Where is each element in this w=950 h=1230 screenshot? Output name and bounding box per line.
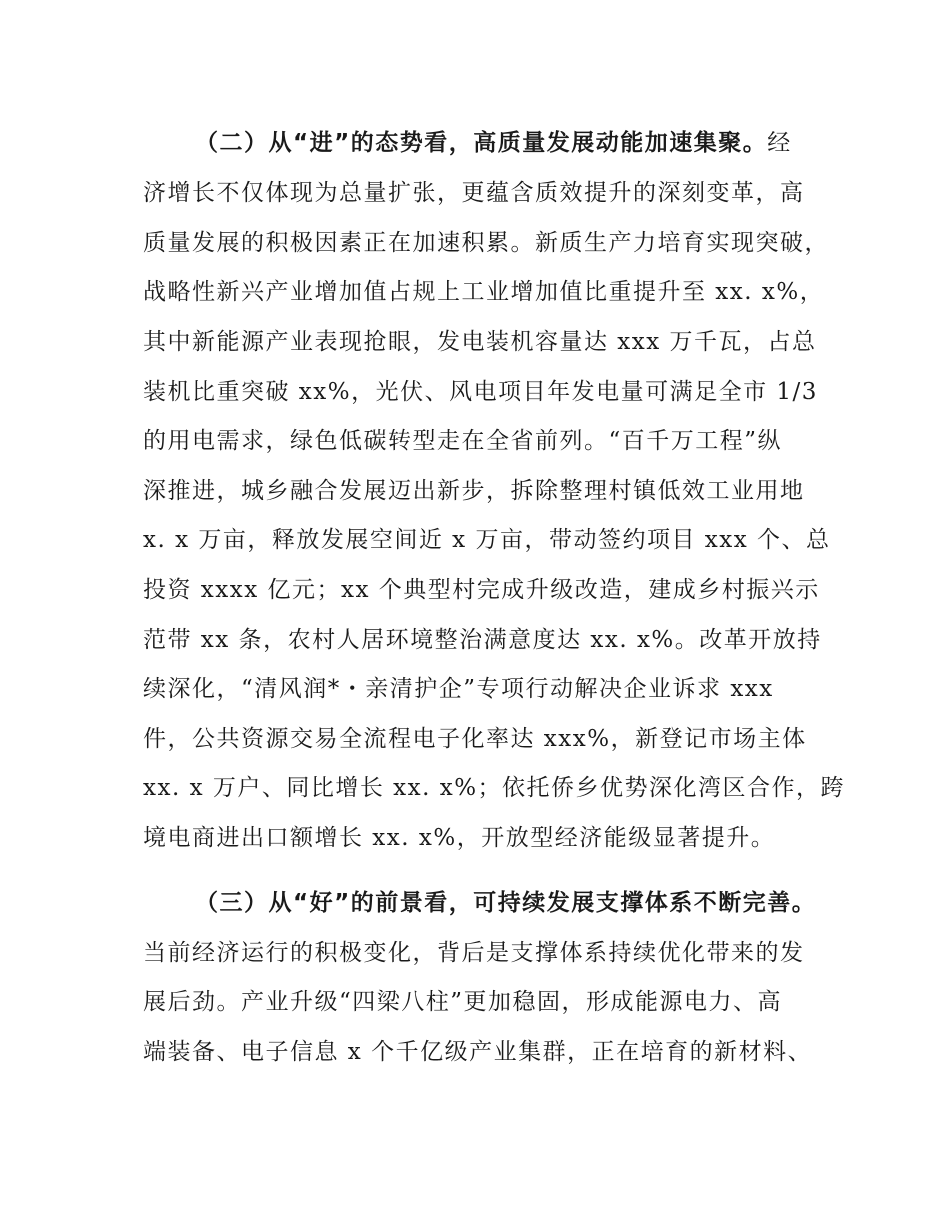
section-2-line-14: xx. x 万户、同比增长 xx. x%；依托侨乡优势深化湾区合作，跨 bbox=[143, 775, 846, 801]
section-3-line-3: 展后劲。产业升级“四梁八柱”更加稳固，形成能源电力、高 bbox=[143, 989, 783, 1015]
section-2-line-7: 的用电需求，绿色低碳转型走在全省前列。“百千万工程”纵 bbox=[143, 428, 783, 454]
section-2-line-1-rest: 经 bbox=[767, 130, 792, 156]
section-3-line-4: 端装备、电子信息 x 个千亿级产业集群，正在培育的新材料、 bbox=[143, 1039, 813, 1065]
section-2-line-12: 续深化，“清风润*・亲清护企”专项行动解决企业诉求 xxx bbox=[143, 676, 774, 702]
section-2-line-10: 投资 xxxx 亿元；xx 个典型村完成升级改造，建成乡村振兴示 bbox=[143, 577, 820, 603]
section-2-line-1 bbox=[195, 128, 792, 158]
section-3-line-1 bbox=[195, 888, 816, 918]
section-2-line-4: 战略性新兴产业增加值占规上工业增加值比重提升至 xx. x%， bbox=[143, 279, 825, 305]
section-2-line-8: 深推进，城乡融合发展迈出新步，拆除整理村镇低效工业用地 bbox=[143, 478, 805, 504]
section-2-line-9: x. x 万亩，释放发展空间近 x 万亩，带动签约项目 xxx 个、总 bbox=[143, 527, 831, 553]
section-2-line-15: 境电商进出口额增长 xx. x%，开放型经济能级显著提升。 bbox=[143, 825, 776, 851]
section-2-line-3: 质量发展的积极因素正在加速积累。新质生产力培育实现突破， bbox=[143, 230, 829, 256]
section-2-line-6: 装机比重突破 xx%，光伏、风电项目年发电量可满足全市 1/3 bbox=[143, 379, 818, 405]
section-2-line-2: 济增长不仅体现为总量扩张，更蕴含质效提升的深刻变革，高 bbox=[143, 180, 805, 206]
section-2-line-5: 其中新能源产业表现抢眼，发电装机容量达 xxx 万千瓦，占总 bbox=[143, 329, 817, 355]
section-2-line-11: 范带 xx 条，农村人居环境整治满意度达 xx. x%。改革开放持 bbox=[143, 627, 822, 653]
section-2-heading: （二）从“进”的态势看，高质量发展动能加速集聚。 bbox=[195, 130, 768, 156]
section-3-heading: （三）从“好”的前景看，可持续发展支撑体系不断完善。 bbox=[195, 890, 817, 916]
section-2-line-13: 件，公共资源交易全流程电子化率达 xxx%，新登记市场主体 bbox=[143, 726, 807, 752]
section-3-line-2: 当前经济运行的积极变化，背后是支撑体系持续优化带来的发 bbox=[143, 940, 805, 966]
